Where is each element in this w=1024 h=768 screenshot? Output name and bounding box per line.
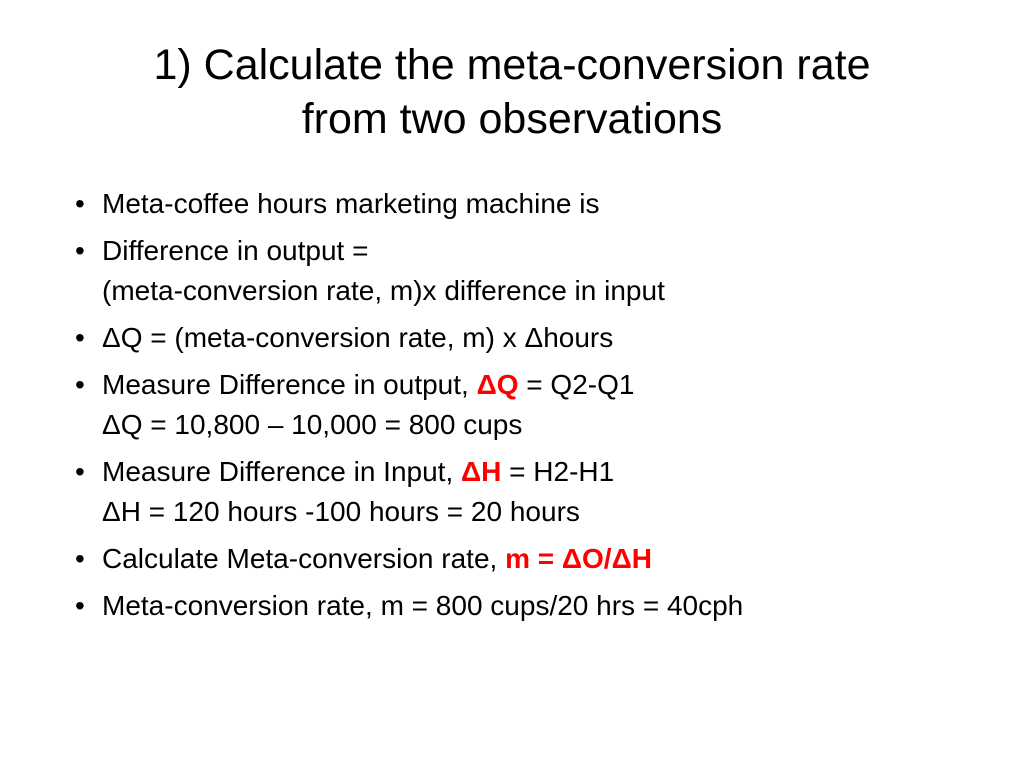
- bullet-4-text-pre: Measure Difference in output,: [102, 369, 477, 400]
- bullet-item-5: [75, 452, 975, 532]
- bullet-2-line-1: Difference in output =: [102, 235, 369, 266]
- slide-title-line-2: from two observations: [301, 95, 723, 143]
- bullet-6-text-pre: Calculate Meta-conversion rate,: [102, 543, 506, 574]
- bullet-item-7: [75, 586, 975, 626]
- bullet-dot-icon: •: [75, 456, 85, 487]
- bullet-item-3: [75, 318, 975, 358]
- bullet-item-6: [75, 539, 975, 579]
- bullet-2-line-2: (meta-conversion rate, m)x difference in input: [102, 275, 665, 306]
- bullet-dot-icon: •: [75, 543, 85, 574]
- bullet-7-line-1: Meta-conversion rate, m = 800 cups/20 hrs = 40cph: [102, 590, 744, 621]
- bullet-dot-icon: •: [75, 322, 85, 353]
- bullet-4-highlight: ΔQ: [476, 369, 519, 400]
- bullet-item-4: [75, 365, 975, 445]
- bullet-list: [75, 184, 975, 633]
- bullet-6-highlight: m = ΔO/ΔH: [505, 543, 652, 574]
- bullet-1-line-1: Meta-coffee hours marketing machine is: [102, 188, 600, 219]
- bullet-dot-icon: •: [75, 235, 85, 266]
- bullet-5-text-post: = H2-H1: [501, 456, 615, 487]
- bullet-6-line-1: [102, 539, 975, 579]
- slide-title: [40, 38, 984, 146]
- bullet-5-highlight: ΔH: [461, 456, 502, 487]
- bullet-dot-icon: •: [75, 369, 85, 400]
- bullet-item-2: [75, 231, 975, 311]
- bullet-3-line-1: ΔQ = (meta-conversion rate, m) x Δhours: [102, 322, 614, 353]
- bullet-5-line-2: ΔH = 120 hours -100 hours = 20 hours: [102, 496, 580, 527]
- bullet-5-line-1: [102, 452, 975, 492]
- bullet-dot-icon: •: [75, 590, 85, 621]
- bullet-4-text-post: = Q2-Q1: [518, 369, 635, 400]
- bullet-item-1: [75, 184, 975, 224]
- bullet-4-line-1: [102, 365, 975, 405]
- bullet-4-line-2: ΔQ = 10,800 – 10,000 = 800 cups: [102, 409, 523, 440]
- bullet-5-text-pre: Measure Difference in Input,: [102, 456, 462, 487]
- slide-title-line-1: 1) Calculate the meta-conversion rate: [153, 41, 871, 89]
- bullet-dot-icon: •: [75, 188, 85, 219]
